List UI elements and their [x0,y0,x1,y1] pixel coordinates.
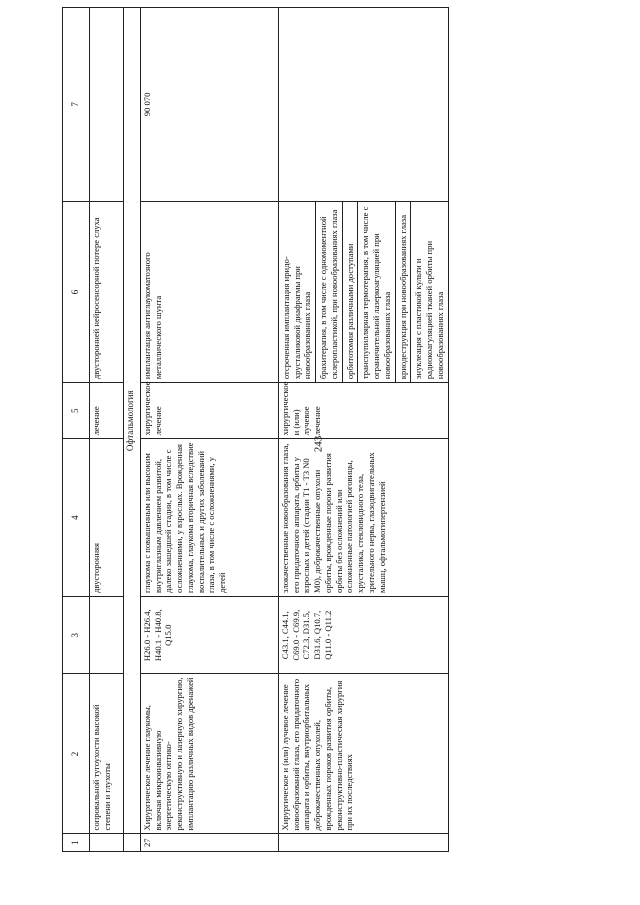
header-row [63,8,90,852]
table-cell [90,834,124,852]
cost-cell [90,8,124,202]
treatment-cell: лечение [90,383,124,439]
model-cell: глаукома с повышенным или высоким внутриглазным давлением развитой, далеко зашедшей стадии, в том числе с осложнениями, у взрослых. Врожденная глаукома, глаукома вторичная вследствие воспалительных и других заболеваний глаза, в том числе с осложнениями, у детей [141,439,279,597]
model-cell: злокачественные новообразования глаза, его придаточного аппарата, орбиты у взрослых и детей (стадии T1 - T3 N0 M0), доброкачественные опухоли орбиты, врожденные пороки развития орбиты без осложнений или осложненные патологией роговицы, хрусталика, стекловидного тела, зрительного нерва, глазодвигательных мышц, офтальмогипертензией [279,439,449,597]
method-cell: двусторонней нейросенсорной потере слуха [90,201,124,382]
header-cell: 7 [63,8,90,202]
method-name-cell: сопровальной тугоухости высокой степени и глухоты [90,674,124,834]
codes-cell: H26.0 - H26.4, H40.1 - H40.8, Q15.0 [141,596,279,674]
continuation-row [90,8,124,852]
codes-cell [90,596,124,674]
procedures-table [62,7,449,852]
method-item: транспупиллярная термотерапия, в том числе с ограничительной лазеркоагуляцией при новообразованиях глаза [357,202,394,382]
section-title: Офтальмология [124,8,141,835]
method-item: отсроченная имплантация иридо-хрусталиковой диафрагмы при новообразованиях глаза [281,256,313,380]
header-cell: 4 [63,439,90,597]
model-cell: двусторонняя [90,439,124,597]
section-row [124,8,141,852]
cost-cell [279,8,449,202]
treatment-cell: хирургическое и (или) лучевое лечение [279,383,449,439]
method-item: криодеструкция при новообразованиях глаза [395,202,411,382]
header-cell: 1 [63,834,90,852]
table-row-27 [141,8,279,852]
treatment-cell: хирургическое лечение [141,383,279,439]
methods-cell [279,201,449,382]
header-cell: 3 [63,596,90,674]
method-name-cell: Хирургическое лечение глаукомы, включая микроинвазивную энергетическую оптико-реконструктивную и лазерную хирургию, имплантацию различных видов дренажей [141,674,279,834]
method-cell: имплантация антиглаукоматозного металлического шунта [141,201,279,382]
method-item: энуклеация с пластикой культи и радиокоагуляцией тканей орбиты при новообразованиях глаза [410,202,447,382]
method-item: орбитотомия различными доступами [342,202,358,382]
cost-cell: 90 070 [141,8,279,202]
header-cell: 5 [63,383,90,439]
table-cell [279,834,449,852]
method-item: брахитерапия, в том числе с одномоментной склеропластикой, при новообразованиях глаза [315,202,341,382]
rotated-table-container [62,7,574,852]
table-cell [124,834,141,852]
table-row-tumors [279,8,449,852]
header-cell: 6 [63,201,90,382]
header-cell: 2 [63,674,90,834]
method-name-cell: Хирургическое и (или) лучевое лечение новообразований глаза, его придаточного аппарата и орбиты, внутриорбитальных доброкачественных опухолей, врожденных пороков развития орбиты, реконструктивно-пластическая хирургия при их последствиях [279,674,449,834]
row-number: 27 [141,834,279,852]
codes-cell: C43.1, C44.1, C69.0 - C69.9, C72.3, D31.5, D31.6, Q10.7, Q11.0 - Q11.2 [279,596,449,674]
page-number: 243 [312,435,325,453]
